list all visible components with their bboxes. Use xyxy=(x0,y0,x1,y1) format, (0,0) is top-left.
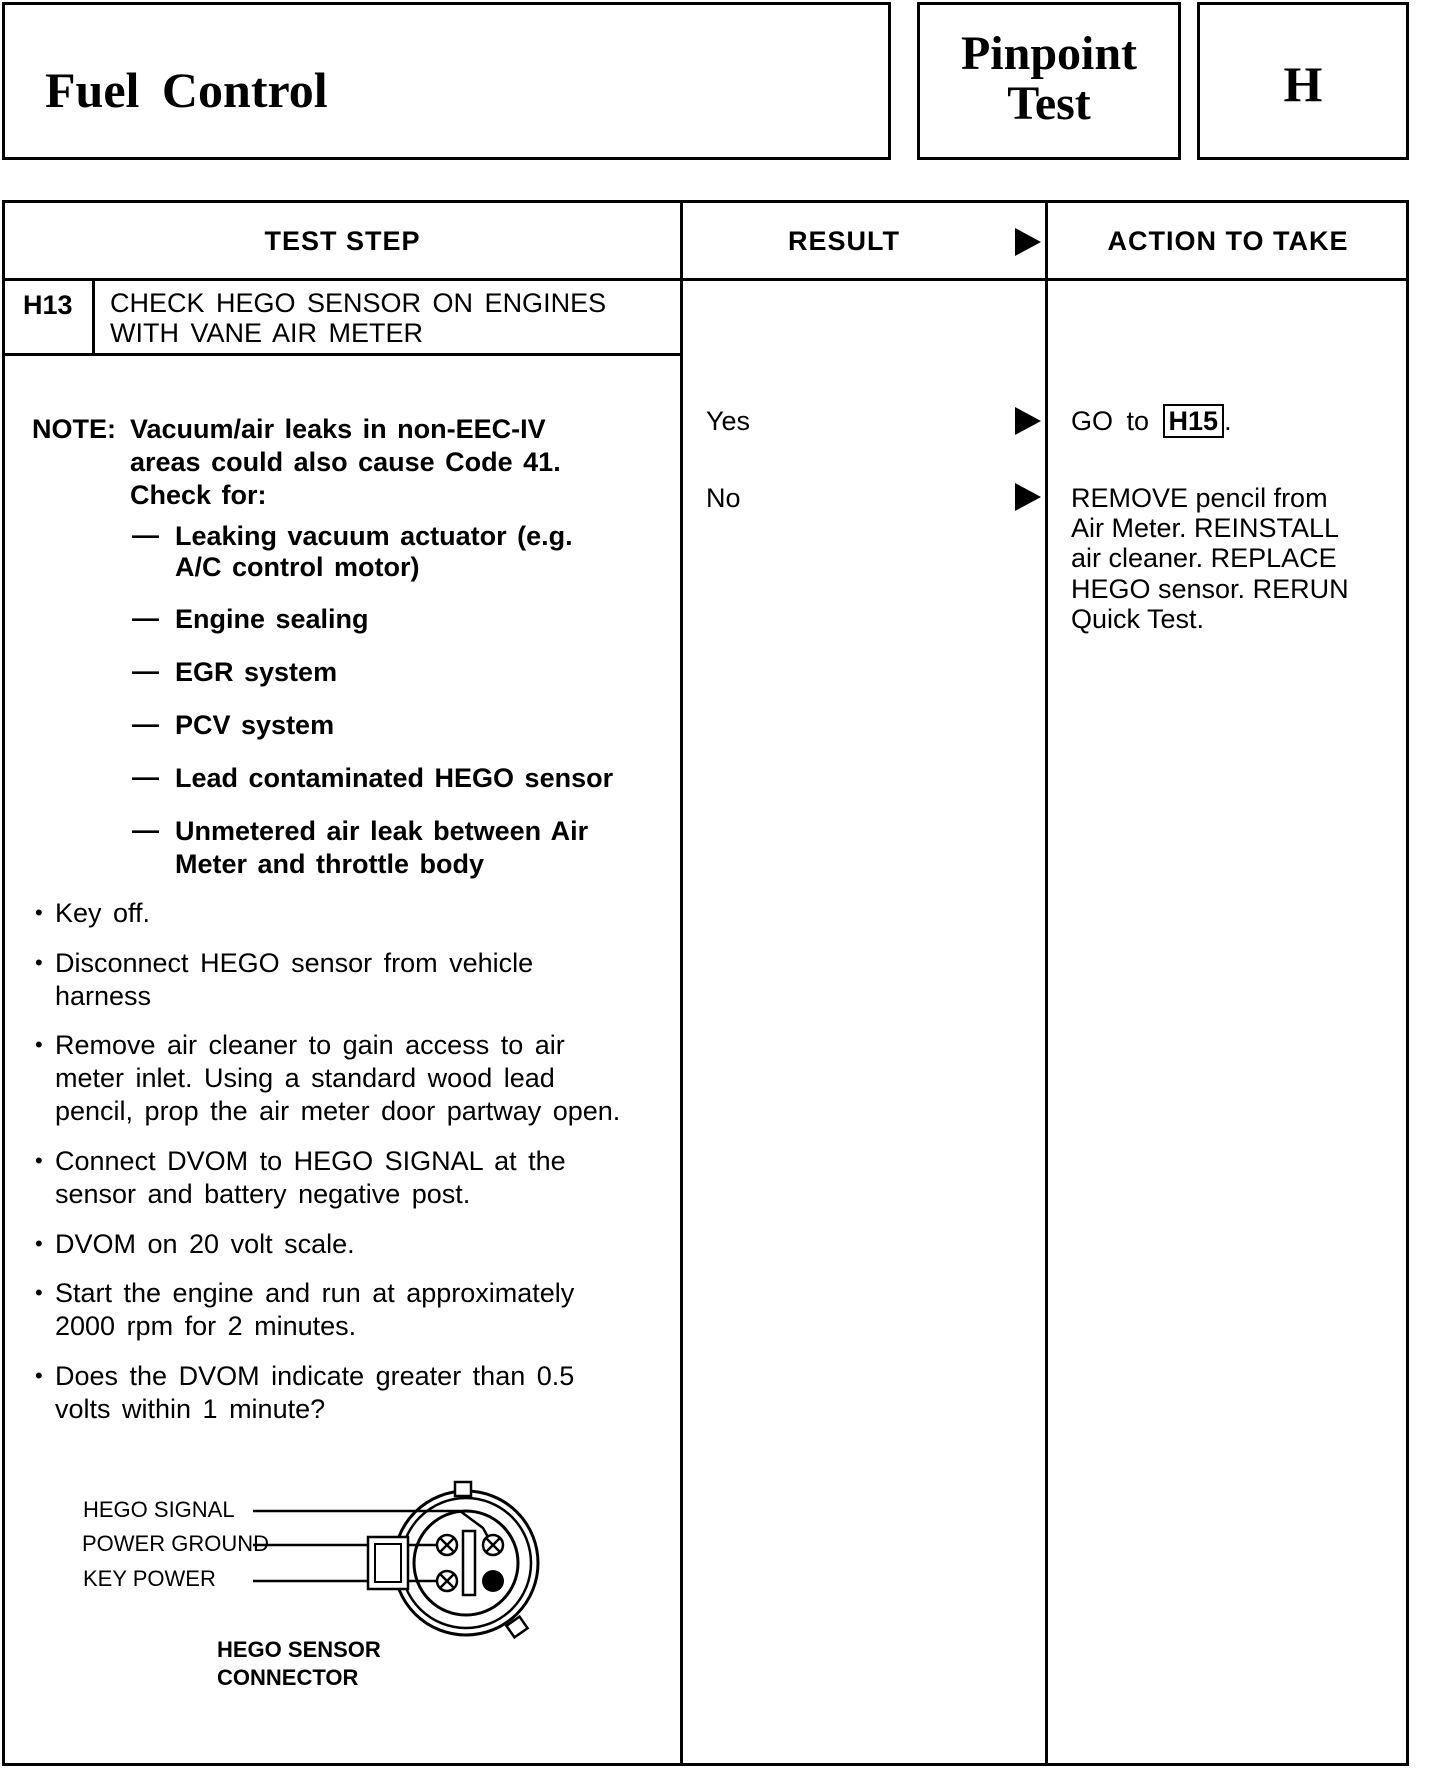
test-table xyxy=(2,200,1409,1766)
test-code: H xyxy=(1283,56,1323,112)
note-item-4: PCV system xyxy=(175,710,335,740)
note-item-6-line-1: Unmetered air leak between Air xyxy=(175,816,589,846)
bullet-icon: • xyxy=(35,1148,43,1173)
column-divider-2 xyxy=(1045,203,1048,1763)
step-id-divider xyxy=(92,278,95,356)
note-line-1: Vacuum/air leaks in non-EEC-IV xyxy=(130,414,546,444)
diagram-caption-line-1: HEGO SENSOR xyxy=(217,1637,381,1662)
note-label: NOTE: xyxy=(32,414,116,444)
bullet-1-line-1: Key off. xyxy=(55,898,151,928)
bullet-icon: • xyxy=(35,1231,43,1256)
bullet-3-line-3: pencil, prop the air meter door partway open. xyxy=(55,1096,621,1126)
step-id: H13 xyxy=(23,290,73,320)
result-no: No xyxy=(706,483,741,513)
bullet-icon: • xyxy=(35,900,43,925)
column-divider-1 xyxy=(680,203,683,1763)
column-header-test-step: TEST STEP xyxy=(264,226,421,256)
connector-divider xyxy=(463,1531,475,1595)
note-line-2: areas could also cause Code 41. xyxy=(130,447,561,477)
action-no-line-1: REMOVE pencil from xyxy=(1071,483,1328,513)
bullet-5-line-1: DVOM on 20 volt scale. xyxy=(55,1229,355,1259)
bullet-icon: • xyxy=(35,1363,43,1388)
column-header-action: ACTION TO TAKE xyxy=(1107,226,1349,256)
note-item-6-line-2: Meter and throttle body xyxy=(175,849,485,879)
pinpoint-test-label xyxy=(920,29,1178,129)
diagram-caption-line-2: CONNECTOR xyxy=(217,1665,359,1690)
step-header-divider xyxy=(5,353,680,356)
page-title: Fuel Control xyxy=(45,62,328,118)
connector-top-key xyxy=(455,1482,471,1496)
action-no-line-3: air cleaner. REPLACE xyxy=(1071,543,1337,573)
step-title-line-1: CHECK HEGO SENSOR ON ENGINES xyxy=(110,288,607,318)
bullet-icon: • xyxy=(35,1032,43,1057)
action-yes-suffix: . xyxy=(1224,406,1232,436)
bullet-6-line-2: 2000 rpm for 2 minutes. xyxy=(55,1311,357,1341)
pin-unused-solid xyxy=(482,1570,504,1592)
pinpoint-line-2: Test xyxy=(1007,77,1091,130)
dash-icon: — xyxy=(132,762,159,792)
bullet-icon: • xyxy=(35,1280,43,1305)
bullet-4-line-2: sensor and battery negative post. xyxy=(55,1179,471,1209)
dash-icon: — xyxy=(132,656,159,686)
test-code-box xyxy=(1197,2,1409,160)
note-item-2: Engine sealing xyxy=(175,604,369,634)
action-no-line-2: Air Meter. REINSTALL xyxy=(1071,513,1340,543)
action-no-line-5: Quick Test. xyxy=(1071,604,1205,634)
bullet-3-line-1: Remove air cleaner to gain access to air xyxy=(55,1030,565,1060)
step-reference-link[interactable]: H15 xyxy=(1163,404,1225,438)
dash-icon: — xyxy=(132,815,159,845)
action-yes-prefix: GO to xyxy=(1071,406,1150,436)
result-yes: Yes xyxy=(706,406,751,436)
bullet-icon: • xyxy=(35,950,43,975)
bullet-6-line-1: Start the engine and run at approximately xyxy=(55,1278,575,1308)
bullet-2-line-2: harness xyxy=(55,981,152,1011)
dash-icon: — xyxy=(132,709,159,739)
pinpoint-test-box xyxy=(917,2,1181,160)
dash-icon: — xyxy=(132,520,159,550)
note-item-1-line-2: A/C control motor) xyxy=(175,552,420,582)
note-item-3: EGR system xyxy=(175,657,338,687)
title-box xyxy=(2,2,891,160)
dash-icon: — xyxy=(132,603,159,633)
result-arrow-icon xyxy=(1015,228,1041,256)
action-yes xyxy=(1071,405,1232,438)
arrow-right-icon xyxy=(1015,407,1041,435)
diagram-label-power-ground: POWER GROUND xyxy=(82,1531,269,1556)
bullet-4-line-1: Connect DVOM to HEGO SIGNAL at the xyxy=(55,1146,566,1176)
column-header-result: RESULT xyxy=(788,226,900,256)
pinpoint-line-1: Pinpoint xyxy=(960,27,1138,80)
diagram-label-hego-signal: HEGO SIGNAL xyxy=(83,1497,235,1522)
bullet-2-line-1: Disconnect HEGO sensor from vehicle xyxy=(55,948,534,978)
note-item-5: Lead contaminated HEGO sensor xyxy=(175,763,614,793)
note-item-1-line-1: Leaking vacuum actuator (e.g. xyxy=(175,521,573,551)
bullet-7-line-2: volts within 1 minute? xyxy=(55,1394,326,1424)
step-title-line-2: WITH VANE AIR METER xyxy=(110,318,424,348)
diagram-label-key-power: KEY POWER xyxy=(83,1566,216,1591)
action-no-line-4: HEGO sensor. RERUN xyxy=(1071,574,1349,604)
bullet-7-line-1: Does the DVOM indicate greater than 0.5 xyxy=(55,1361,575,1391)
bullet-3-line-2: meter inlet. Using a standard wood lead xyxy=(55,1063,555,1093)
note-line-3: Check for: xyxy=(130,480,267,510)
arrow-right-icon xyxy=(1015,483,1041,511)
